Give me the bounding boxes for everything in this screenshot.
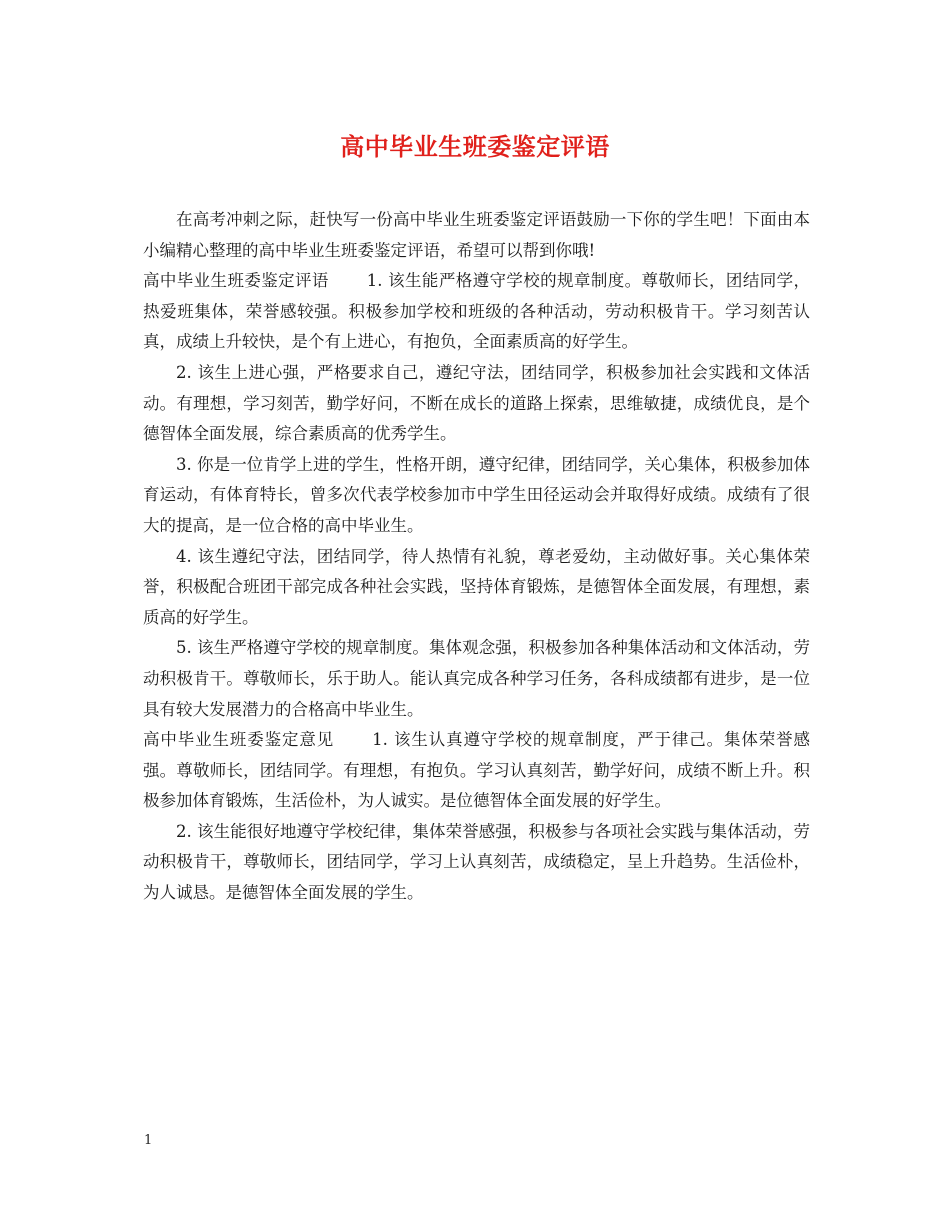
section2-item-1: 1. 该生认真遵守学校的规章制度，严于律己。集体荣誉感强。尊敬师长，团结同学。有理想，有抱负。学习认真刻苦，勤学好问，成绩不断上升。积极参加体育锻炼，生活俭朴，为人诚实。是位德智体全面发展的好学生。	[143, 730, 810, 811]
section2-item-2: 2. 该生能很好地遵守学校纪律，集体荣誉感强，积极参与各项社会实践与集体活动，劳动积极肯干，尊敬师长，团结同学，学习上认真刻苦，成绩稳定，呈上升趋势。生活俭朴，为人诚恳。是德智体全面发展的学生。	[143, 821, 810, 903]
section1-first-paragraph	[143, 266, 810, 358]
section1-heading: 高中毕业生班委鉴定评语	[143, 271, 329, 291]
section1-item-1: 1. 该生能严格遵守学校的规章制度。尊敬师长，团结同学，热爱班集体，荣誉感较强。积极参加学校和班级的各种活动，劳动积极肯干。学习刻苦认真，成绩上升较快，是个有上进心，有抱负，全面素质高的好学生。	[143, 271, 810, 352]
section2-first-paragraph	[143, 725, 810, 817]
document-body	[143, 205, 810, 909]
section1-item-4: 4. 该生遵纪守法，团结同学，待人热情有礼貌，尊老爱幼，主动做好事。关心集体荣誉，积极配合班团干部完成各种社会实践，坚持体育锻炼，是德智体全面发展，有理想，素质高的好学生。	[143, 546, 810, 627]
section1-item-3: 3. 你是一位肯学上进的学生，性格开朗，遵守纪律，团结同学，关心集体，积极参加体育运动，有体育特长，曾多次代表学校参加市中学生田径运动会并取得好成绩。成绩有了很大的提高，是一位合格的高中毕业生。	[143, 454, 810, 535]
section1-item-5: 5. 该生严格遵守学校的规章制度。集体观念强，积极参加各种集体活动和文体活动，劳动积极肯干。尊敬师长，乐于助人。能认真完成各种学习任务，各科成绩都有进步，是一位具有较大发展潜力的合格高中毕业生。	[143, 638, 810, 719]
section1-item-2: 2. 该生上进心强，严格要求自己，遵纪守法，团结同学，积极参加社会实践和文体活动。有理想，学习刻苦，勤学好问，不断在成长的道路上探索，思维敏捷，成绩优良，是个德智体全面发展，综合素质高的优秀学生。	[143, 362, 810, 444]
section2-heading: 高中毕业生班委鉴定意见	[143, 730, 335, 750]
intro-paragraph: 在高考冲刺之际，赶快写一份高中毕业生班委鉴定评语鼓励一下你的学生吧！下面由本小编精心整理的高中毕业生班委鉴定评语，希望可以帮到你哦!	[143, 210, 810, 260]
page-number: 1	[144, 1133, 153, 1148]
document-title: 高中毕业生班委鉴定评语	[340, 132, 610, 161]
